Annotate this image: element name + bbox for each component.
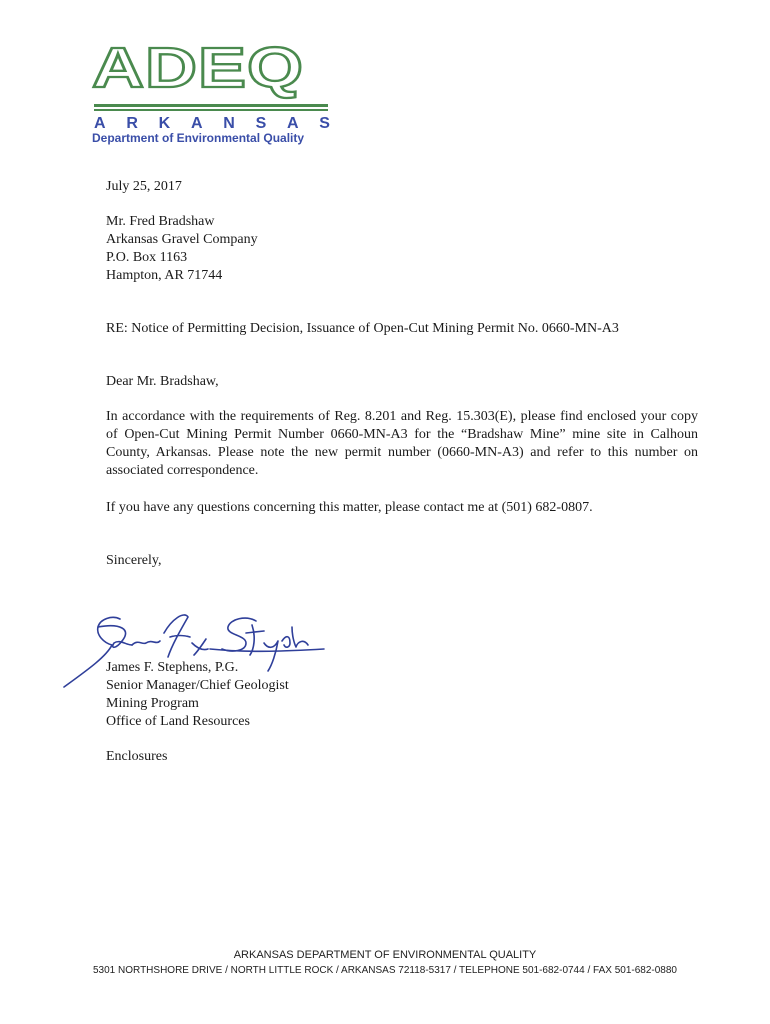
- letter-date: July 25, 2017: [106, 179, 182, 194]
- logo-state-letter: A: [286, 115, 299, 132]
- logo-state-letter: K: [158, 115, 171, 132]
- logo-state-letter: A: [190, 115, 203, 132]
- recipient-name: Mr. Fred Bradshaw: [106, 214, 215, 229]
- closing: Sincerely,: [106, 553, 162, 568]
- re-line: RE: Notice of Permitting Decision, Issuance of Open-Cut Mining Permit No. 0660-MN-A3: [106, 321, 619, 336]
- signer-name: James F. Stephens, P.G.: [106, 660, 239, 675]
- adeq-logo: [92, 36, 342, 145]
- signer-office: Office of Land Resources: [106, 714, 250, 729]
- contact-paragraph: If you have any questions concerning this matter, please contact me at (501) 682-0807.: [106, 500, 593, 515]
- logo-state-letter: A: [94, 115, 106, 132]
- logo-state-letter: S: [255, 115, 267, 132]
- logo-rule: [94, 104, 328, 107]
- footer-address: 5301 NORTHSHORE DRIVE / NORTH LITTLE ROCK / ARKANSAS 72118-5317 / TELEPHONE 501-682-0744 / FAX 501-682-0880: [93, 965, 677, 976]
- logo-state-letter: N: [223, 115, 235, 132]
- body-paragraph: In accordance with the requirements of Reg. 8.201 and Reg. 15.303(E), please find enclosed your copy of Open-Cut Mining Permit Number 0660-MN-A3 for the “Bradshaw Mine” mine site in Calhoun County, Arkansas. Please note the new permit number (0660-MN-A3) and refer to this number on associated correspondence.: [106, 409, 698, 478]
- logo-acronym: ADEQ: [92, 36, 305, 100]
- logo-state-letter: S: [319, 115, 330, 132]
- enclosures: Enclosures: [106, 749, 168, 764]
- recipient-po-box: P.O. Box 1163: [106, 250, 188, 265]
- salutation: Dear Mr. Bradshaw,: [106, 374, 219, 389]
- recipient-city: Hampton, AR 71744: [106, 268, 223, 283]
- signer-program: Mining Program: [106, 696, 199, 711]
- logo-state-letter: R: [126, 115, 138, 132]
- signer-title: Senior Manager/Chief Geologist: [106, 678, 289, 693]
- logo-rule: [94, 109, 328, 111]
- footer-agency-name: ARKANSAS DEPARTMENT OF ENVIRONMENTAL QUALITY: [233, 949, 537, 961]
- logo-department: Department of Environmental Quality: [92, 131, 305, 145]
- recipient-company: Arkansas Gravel Company: [106, 232, 258, 247]
